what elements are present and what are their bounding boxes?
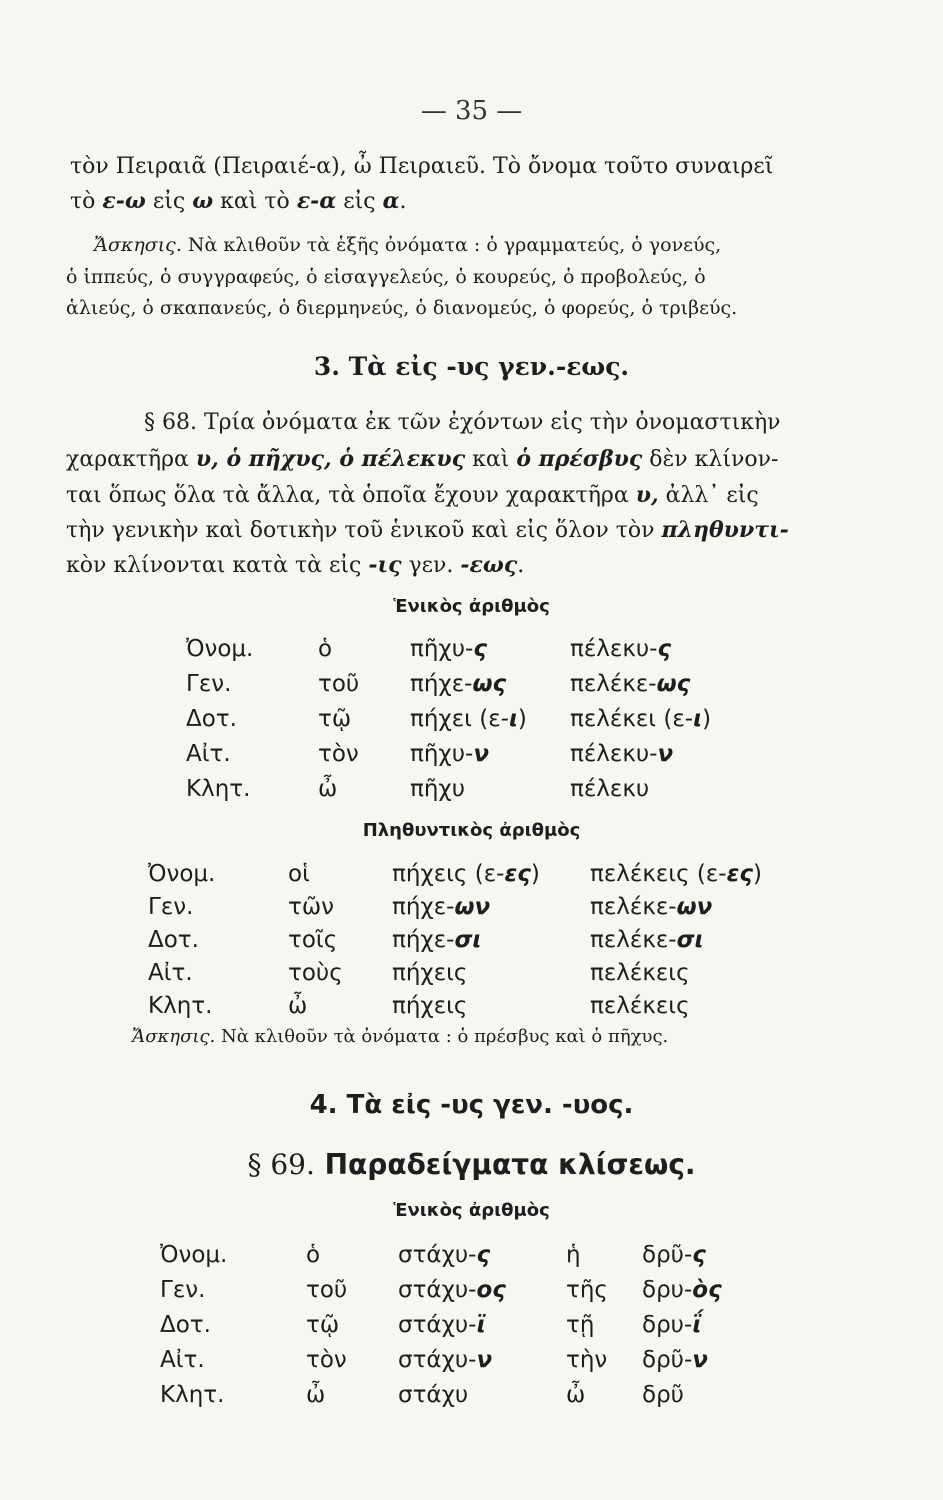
ending: σι — [676, 927, 704, 953]
article-2: ἡ — [566, 1242, 581, 1268]
form-word-2: πελέκεις — [590, 993, 690, 1019]
ending: ν — [692, 1347, 708, 1373]
article-2: τῆς — [566, 1277, 608, 1303]
ending: ΐ — [692, 1312, 702, 1338]
ending: ν — [476, 1347, 493, 1373]
article-2: τῇ — [566, 1312, 595, 1338]
para-68-line-5: κὸν κλίνονται κατὰ τὰ εἰς -ις γεν. -εως. — [66, 552, 525, 578]
form-word-2: δρυ-ΐ — [642, 1312, 702, 1338]
ending: ως — [472, 671, 507, 697]
para-69-heading: § 69. Παραδείγματα κλίσεως. — [247, 1148, 696, 1181]
ending: ς — [476, 1242, 491, 1268]
article-1: ὦ — [306, 1382, 326, 1408]
table-3-caption: Ἑνικὸς ἀριθμὸς — [393, 1200, 550, 1221]
form-word-2: πελέκεις — [590, 960, 690, 986]
ending: ος — [476, 1277, 506, 1303]
ending: ες — [504, 861, 531, 887]
form-word-1: πήχεις (ε-ες) — [392, 861, 540, 887]
section-symbol: § 68. — [144, 410, 197, 435]
section-symbol: § 69. — [247, 1148, 315, 1181]
case-label: Γεν. — [186, 671, 232, 697]
ending: ὸς — [692, 1277, 722, 1303]
form-word-2: δρῦ-ς — [642, 1242, 706, 1268]
form-word-1: στάχυ-ς — [398, 1242, 491, 1268]
form-word-2: πελέκε-σι — [590, 927, 704, 953]
ending: ς — [692, 1242, 706, 1268]
exercise-label: Ἄσκησις. — [94, 234, 182, 256]
case-label: Ὀνομ. — [160, 1242, 228, 1268]
article: τοῦ — [318, 671, 360, 697]
case-label: Δοτ. — [148, 927, 199, 953]
table-1-caption: Ἑνικὸς ἀριθμὸς — [393, 596, 550, 617]
section-4-heading: 4. Τὰ εἰς -υς γεν. -υος. — [309, 1090, 634, 1120]
article: τοῖς — [288, 927, 338, 953]
ending: ν — [657, 741, 674, 767]
case-label: Δοτ. — [186, 706, 237, 732]
case-label: Γεν. — [160, 1277, 206, 1303]
para-68-line-3: ται ὅπως ὅλα τὰ ἄλλα, τὰ ὁποῖα ἔχουν χαρακτῆρα υ, ἀλλ᾿ εἰς — [66, 482, 759, 508]
exercise-1-line-1: Ἄσκησις. Νὰ κλιθοῦν τὰ ἑξῆς ὀνόματα : ὁ γραμματεύς, ὁ γονεύς, — [94, 234, 722, 256]
form-word-2: δρυ-ὸς — [642, 1277, 722, 1303]
article-2: ὦ — [566, 1382, 586, 1408]
case-label: Κλητ. — [160, 1382, 225, 1408]
form-word-1: πῆχυ-ν — [410, 741, 489, 767]
article-2: τὴν — [566, 1347, 608, 1373]
article: ὦ — [318, 776, 338, 802]
ending: ως — [656, 671, 691, 697]
page-number: — 35 — — [420, 96, 523, 126]
form-word-2: πελέκεις (ε-ες) — [590, 861, 763, 887]
case-label: Κλητ. — [148, 993, 213, 1019]
ending: ων — [676, 894, 713, 920]
article: τῶν — [288, 894, 334, 920]
case-label: Ὀνομ. — [148, 861, 216, 887]
exercise-1-line-3: ἁλιεύς, ὁ σκαπανεύς, ὁ διερμηνεύς, ὁ διανομεύς, ὁ φορεύς, ὁ τριβεύς. — [66, 297, 738, 319]
intro-line-2: τὸ ε-ω εἰς ω καὶ τὸ ε-α εἰς α. — [70, 188, 407, 214]
para-68-line-2: χαρακτῆρα υ, ὁ πῆχυς, ὁ πέλεκυς καὶ ὁ πρέσβυς δὲν κλίνον- — [66, 446, 779, 472]
form-word-1: πήχεις — [392, 960, 468, 986]
form-word-1: στάχυ-ν — [398, 1347, 493, 1373]
form-word-1: πήχε-ως — [410, 671, 507, 697]
article-1: τῷ — [306, 1312, 340, 1338]
article: τὸν — [318, 741, 359, 767]
form-word-2: πελέκε-ως — [570, 671, 691, 697]
form-word-2: δρῦ-ν — [642, 1347, 708, 1373]
form-word-1: πῆχυ-ς — [410, 636, 487, 662]
ending: ι — [508, 706, 518, 732]
ending: ι — [693, 706, 703, 732]
form-word-2: πελέκει (ε-ι) — [570, 706, 712, 732]
article-1: ὁ — [306, 1242, 321, 1268]
ending: ες — [726, 861, 754, 887]
form-word-1: στάχυ-ος — [398, 1277, 506, 1303]
ending: ν — [473, 741, 489, 767]
exercise-1-line-2: ὁ ἱππεύς, ὁ συγγραφεύς, ὁ εἰσαγγελεύς, ὁ κουρεύς, ὁ προβολεύς, ὁ — [66, 266, 706, 288]
section-3-heading: 3. Τὰ εἰς -υς γεν.-εως. — [313, 352, 630, 381]
article: οἱ — [288, 861, 310, 887]
para-68-line-4: τὴν γενικὴν καὶ δοτικὴν τοῦ ἑνικοῦ καὶ εἰς ὅλον τὸν πληθυντι- — [66, 517, 789, 543]
form-word-1: στάχυ-ϊ — [398, 1312, 486, 1338]
exercise-label: Ἄσκησις. — [132, 1026, 216, 1047]
form-word-2: πελέκε-ων — [590, 894, 713, 920]
form-word-1: πήχεις — [392, 993, 468, 1019]
ending: ων — [454, 894, 491, 920]
para-68-line-1: § 68. Τρία ὀνόματα ἐκ τῶν ἐχόντων εἰς τὴν ὀνομαστικὴν — [144, 410, 781, 435]
case-label: Αἰτ. — [148, 960, 193, 986]
case-label: Αἰτ. — [160, 1347, 205, 1373]
article: τῷ — [318, 706, 352, 732]
intro-line-1: τὸν Πειραιᾶ (Πειραιέ-α), ὦ Πειραιεῦ. Τὸ ὄνομα τοῦτο συναιρεῖ — [70, 154, 774, 179]
ending: σι — [454, 927, 482, 953]
form-word-1: πήχε-ων — [392, 894, 491, 920]
form-word-1: πήχει (ε-ι) — [410, 706, 527, 732]
article-1: τὸν — [306, 1347, 347, 1373]
form-word-2: πέλεκυ — [570, 776, 650, 802]
article: τοὺς — [288, 960, 343, 986]
form-word-2: δρῦ — [642, 1382, 684, 1408]
form-word-1: πῆχυ — [410, 776, 466, 802]
form-word-1: στάχυ — [398, 1382, 469, 1408]
article: ὦ — [288, 993, 308, 1019]
case-label: Αἰτ. — [186, 741, 231, 767]
article-1: τοῦ — [306, 1277, 348, 1303]
exercise-2: Ἄσκησις. Νὰ κλιθοῦν τὰ ὀνόματα : ὁ πρέσβυς καὶ ὁ πῆχυς. — [132, 1026, 669, 1047]
article: ὁ — [318, 636, 333, 662]
ending: ς — [657, 636, 672, 662]
case-label: Κλητ. — [186, 776, 251, 802]
form-word-1: πήχε-σι — [392, 927, 482, 953]
case-label: Γεν. — [148, 894, 194, 920]
form-word-2: πέλεκυ-ν — [570, 741, 674, 767]
table-2-caption: Πληθυντικὸς ἀριθμὸς — [362, 820, 581, 841]
case-label: Δοτ. — [160, 1312, 211, 1338]
ending: ϊ — [476, 1312, 486, 1338]
case-label: Ὀνομ. — [186, 636, 254, 662]
ending: ς — [473, 636, 487, 662]
form-word-2: πέλεκυ-ς — [570, 636, 672, 662]
